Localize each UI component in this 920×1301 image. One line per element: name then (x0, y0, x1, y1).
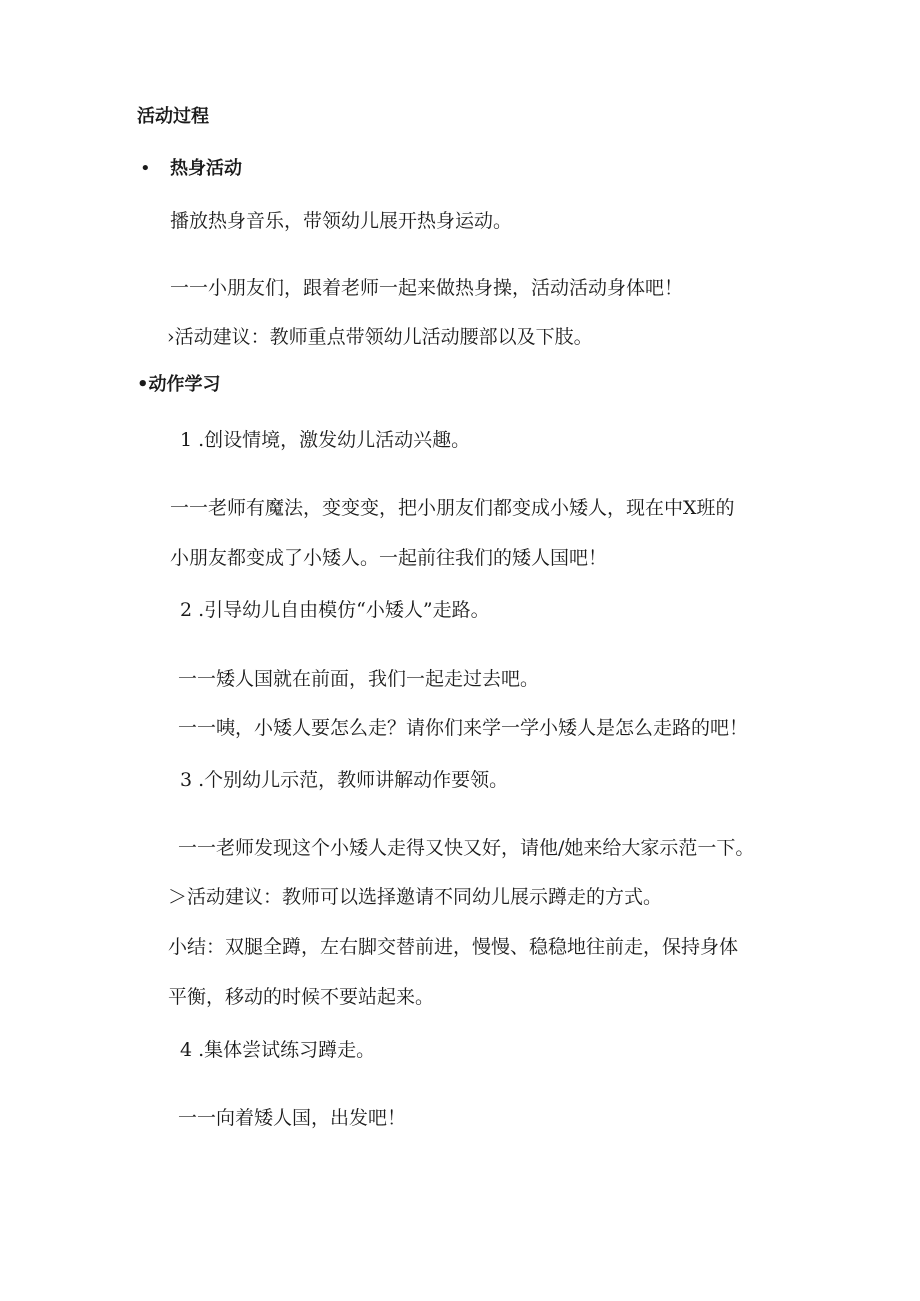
step-2-line-1: 一一矮人国就在前面，我们一起走过去吧。 (178, 668, 540, 690)
step-3-tip: ＞活动建议：教师可以选择邀请不同幼儿展示蹲走的方式。 (168, 886, 663, 908)
step-1-line-1: 一一老师有魔法，变变变，把小朋友们都变成小矮人，现在中X班的 (170, 497, 735, 519)
warmup-heading: 热身活动 (170, 158, 242, 179)
warmup-paragraph-2: 一一小朋友们，跟着老师一起来做热身操，活动活动身体吧！ (170, 277, 684, 299)
section-title: 活动过程 (137, 106, 209, 127)
step-3: 3 .个别幼儿示范，教师讲解动作要领。 (180, 769, 509, 791)
learning-heading: •动作学习 (137, 374, 221, 395)
warmup-paragraph-1: 播放热身音乐，带领幼儿展开热身运动。 (170, 210, 513, 232)
warmup-tip: ›活动建议：教师重点带领幼儿活动腰部以及下肢。 (167, 326, 593, 348)
step-2: 2 .引导幼儿自由模仿“小矮人”走路。 (180, 599, 490, 621)
step-2-line-2: 一一咦，小矮人要怎么走？请你们来学一学小矮人是怎么走路的吧！ (178, 717, 749, 739)
step-4-line-1: 一一向着矮人国，出发吧！ (178, 1107, 407, 1129)
step-1-line-2: 小朋友都变成了小矮人。一起前往我们的矮人国吧！ (170, 547, 608, 569)
summary-line-2: 平衡，移动的时候不要站起来。 (168, 986, 435, 1008)
step-1: 1 .创设情境，激发幼儿活动兴趣。 (180, 429, 471, 451)
step-3-line-1: 一一老师发现这个小矮人走得又快又好，请他/她来给大家示范一下。 (178, 837, 755, 859)
warmup-bullet: • (140, 158, 151, 179)
summary-line-1: 小结：双腿全蹲，左右脚交替前进，慢慢、稳稳地往前走，保持身体 (168, 936, 739, 958)
step-4: 4 .集体尝试练习蹲走。 (180, 1039, 376, 1061)
